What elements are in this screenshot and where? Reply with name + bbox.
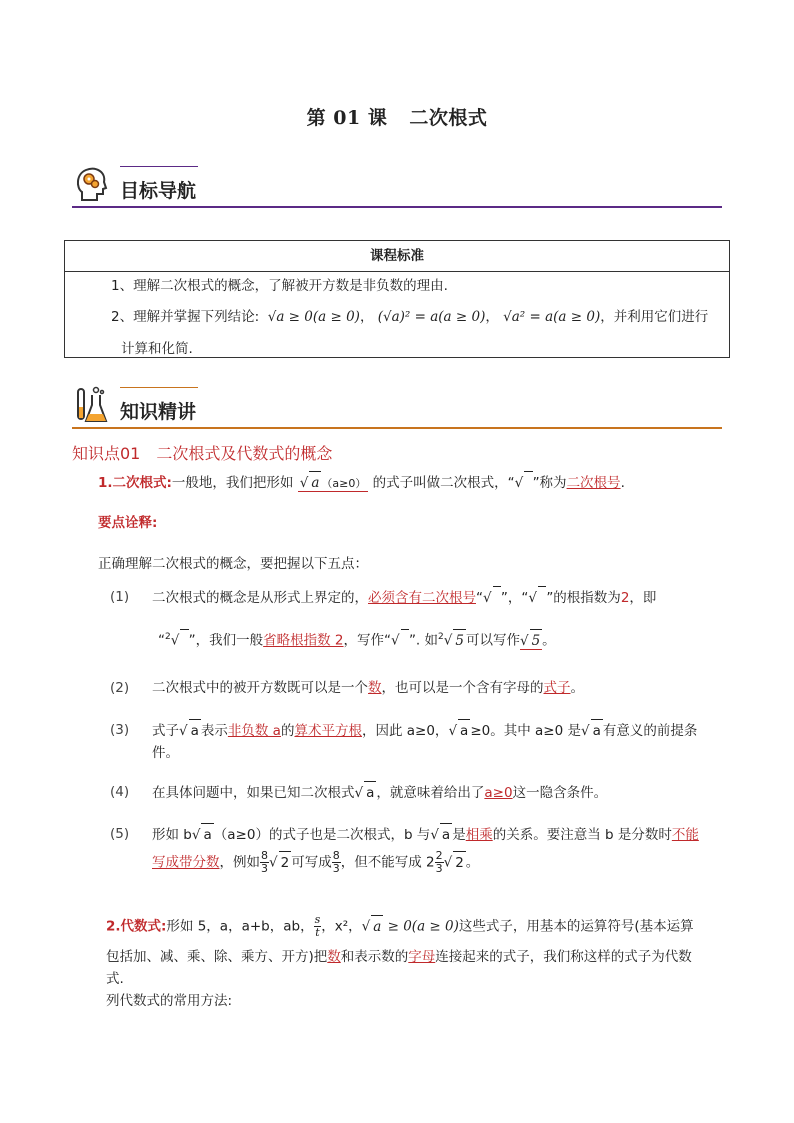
radical-form: √ a （a≥0） (298, 475, 369, 492)
section-divider (72, 427, 722, 429)
knowledge-point-title: 知识点01 二次根式及代数式的概念 (72, 444, 333, 463)
definition-label: 2.代数式: (106, 918, 167, 935)
note-3: 式子√ a 表示非负数 a的算术平方根，因此 a≥0，√ a ≥0。其中 a≥0 是√ a 有意义的前提条 件。 (152, 719, 714, 764)
section-divider (72, 206, 722, 208)
head-gears-icon (72, 164, 112, 204)
note-2: 二次根式中的被开方数既可以是一个数，也可以是一个含有字母的式子。 (152, 680, 584, 696)
formula-1: √a ≥ 0(a ≥ 0) (267, 309, 360, 325)
definition-algebraic-expression-cont: 包括加、减、乘、除、乘方、开方)把数和表示数的字母连接起来的式子，我们称这样的式子为代数 式. (106, 949, 692, 987)
lab-flask-icon (72, 385, 112, 425)
note-number: (5) (110, 826, 130, 842)
note-1-cont: “$^2$√ ”，我们一般省略根指数 2，写作“√ ”. 如$^2$√ 5 可以写作√ 5 。 (158, 626, 718, 652)
lesson-topic: 二次根式 (409, 107, 488, 129)
section-goals-label: 目标导航 (120, 180, 197, 202)
formula-2: (√a)² = a(a ≥ 0) (377, 309, 486, 325)
note-number: (2) (110, 680, 130, 696)
note-5: 形如 b√ a （a≥0）的式子也是二次根式，b 与√ a 是相乘的关系。要注意当 b 是分数时不能 (152, 823, 714, 846)
section-knowledge-header (72, 385, 722, 429)
section-goals-header (72, 164, 722, 208)
page-title (0, 103, 794, 130)
standard-item-2: 2、理解并掌握下列结论: √a ≥ 0(a ≥ 0)， (√a)² = a(a ≥ 0)， √a² = a(a ≥ 0)，并利用它们进行 (111, 309, 709, 325)
course-standard-header: 课程标准 (65, 241, 729, 272)
standard-item-1: 1、理解二次根式的概念，了解被开方数是非负数的理由. (111, 278, 448, 294)
definition-label: 1.二次根式: (98, 475, 172, 491)
note-number: (1) (110, 589, 130, 605)
term-radical-sign: 二次根号 (566, 475, 621, 491)
note-4: 在具体问题中，如果已知二次根式√ a ，就意味着给出了a≥0这一隐含条件。 (152, 781, 607, 804)
note-1: 二次根式的概念是从形式上界定的，必须含有二次根号“√ ”，“√ ”的根指数为2，即 (152, 586, 712, 609)
definition-algebraic-expression: 2.代数式:形如 5，a，a+b，ab， $\frac{s}{t}$ ，x²，√ a ≥ 0(a ≥ 0)这些式子，用基本的运算符号(基本运算 (106, 913, 694, 939)
note-number: (4) (110, 784, 130, 800)
definition-quadratic-radical: 1.二次根式:一般地，我们把形如 √ a （a≥0） 的式子叫做二次根式，“√ ”称为二次根号. (98, 471, 625, 495)
section-knowledge-label: 知识精讲 (120, 401, 197, 423)
methods-label: 列代数式的常用方法: (106, 993, 233, 1009)
notes-label: 要点诠释: (98, 515, 158, 531)
lesson-number: 第 01 课 (306, 107, 388, 129)
notes-intro: 正确理解二次根式的概念，要把握以下五点： (98, 556, 368, 572)
formula-3: √a² = a(a ≥ 0) (503, 309, 601, 325)
note-5-cont: 写成带分数，例如 $\frac{8}{3}$ √ 2 可写成 $\frac{8}{3}$ ，但不能写成 2 $\frac{2}{3}$ √ 2 。 (152, 849, 480, 875)
note-number: (3) (110, 722, 130, 738)
standard-item-2-cont: 计算和化简. (121, 341, 193, 357)
course-standard-box (64, 240, 730, 358)
